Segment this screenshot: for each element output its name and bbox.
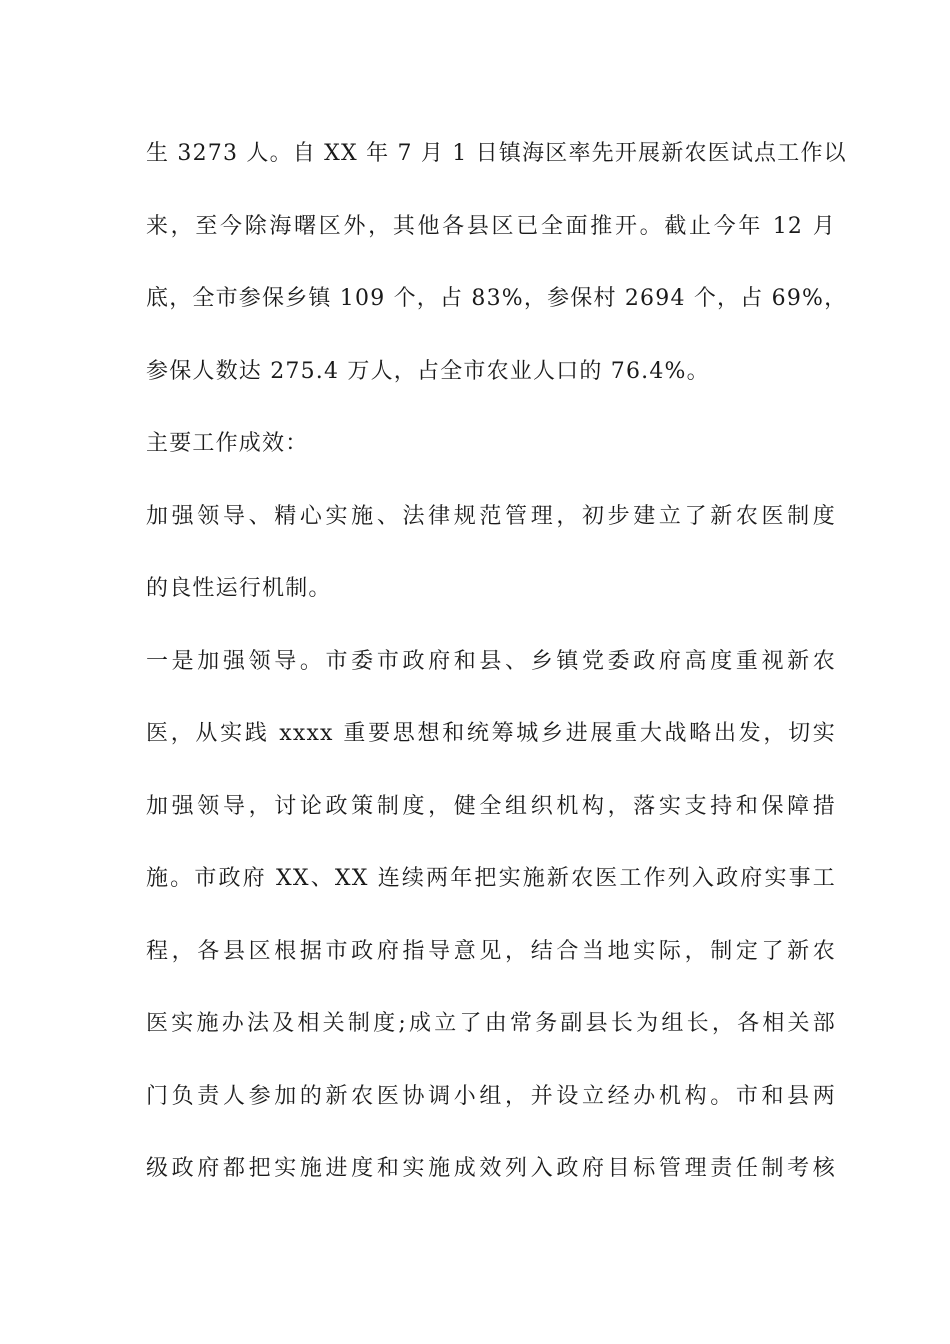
text-line: 一是加强领导。市委市政府和县、乡镇党委政府高度重视新农 — [146, 648, 836, 674]
section-heading: 主要工作成效： — [146, 431, 309, 456]
document-body — [146, 134, 848, 1222]
text-line: 底，全市参保乡镇 109 个，占 83%，参保村 2694 个，占 69%， — [146, 286, 848, 311]
text-line: 施。市政府 XX、XX 连续两年把实施新农医工作列入政府实事工 — [146, 866, 836, 891]
text-line: 医，从实践 xxxx 重要思想和统筹城乡进展重大战略出发，切实 — [146, 721, 836, 746]
text-line: 门负责人参加的新农医协调小组，并设立经办机构。市和县两 — [146, 1083, 836, 1109]
text-line: 参保人数达 275.4 万人，占全市农业人口的 76.4%。 — [146, 358, 710, 384]
text-line: 加强领导，讨论政策制度，健全组织机构，落实支持和保障措 — [146, 793, 836, 819]
text-line: 生 3273 人。自 XX 年 7 月 1 日镇海区率先开展新农医试点工作以 — [146, 141, 847, 166]
text-line: 程，各县区根据市政府指导意见，结合当地实际，制定了新农 — [146, 938, 836, 964]
text-line: 来，至今除海曙区外，其他各县区已全面推开。截止今年 12 月 — [146, 213, 836, 239]
text-line: 加强领导、精心实施、法律规范管理，初步建立了新农医制度 — [146, 503, 836, 529]
text-line: 医实施办法及相关制度;成立了由常务副县长为组长，各相关部 — [146, 1011, 836, 1036]
text-line: 的良性运行机制。 — [146, 576, 332, 601]
text-line: 级政府都把实施进度和实施成效列入政府目标管理责任制考核 — [146, 1156, 836, 1181]
